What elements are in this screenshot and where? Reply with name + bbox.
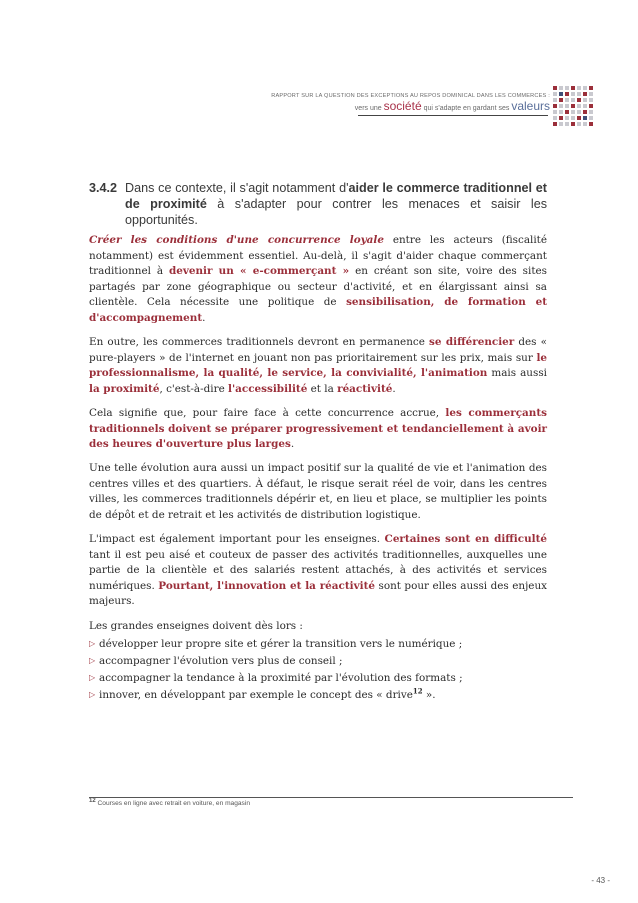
logo-dot-grid xyxy=(552,85,594,127)
logo-dot xyxy=(553,104,557,108)
bullet-text: ». xyxy=(422,688,436,701)
highlight: Créer les conditions d'une concurrence loyale xyxy=(89,234,384,246)
logo-dot xyxy=(583,86,587,90)
bullet-text: accompagner l'évolution vers plus de conseil ; xyxy=(99,654,343,667)
text: , c'est-à-dire xyxy=(159,382,229,395)
logo-dot xyxy=(583,104,587,108)
logo-dot xyxy=(565,92,569,96)
footnote-number: 12 xyxy=(89,797,96,804)
list-item xyxy=(89,687,547,704)
logo-dot xyxy=(589,92,593,96)
logo-dot xyxy=(565,98,569,102)
logo-dot xyxy=(559,104,563,108)
list-item xyxy=(89,670,547,687)
highlight: les commerçants traditionnels doivent se préparer progressivement et tendanciellement à avoir des heures d'ouverture plus larges xyxy=(89,406,547,451)
report-subtitle xyxy=(355,99,550,113)
logo-dot xyxy=(577,116,581,120)
page-header xyxy=(0,0,638,130)
bullet-icon: ▷ xyxy=(89,672,96,682)
section-heading xyxy=(89,180,547,228)
title-part: à s'adapter pour contrer les menaces et saisir les opportunités. xyxy=(125,197,547,227)
paragraph-4: Une telle évolution aura aussi un impact positif sur la qualité de vie et l'animation des centres villes et des quartiers. À défaut, le risque serait réel de voir, dans les centres villes, les commerces traditionnels dépérir et, en lieu et place, se multiplier les points de dépôt et de retrait et les activités de distribution logistique. xyxy=(89,462,547,521)
logo-dot xyxy=(589,86,593,90)
logo-dot xyxy=(559,110,563,114)
highlight: le professionnalisme, la qualité, le service, la convivialité, l'animation xyxy=(89,351,547,380)
text: mais aussi xyxy=(487,367,547,380)
footnote-rule xyxy=(89,797,573,798)
header-rule xyxy=(358,115,548,116)
logo-dot xyxy=(559,86,563,90)
subtitle-mid: qui s'adapte en gardant ses xyxy=(421,105,512,112)
logo-dot xyxy=(571,122,575,126)
logo-dot xyxy=(553,122,557,126)
text: . xyxy=(202,311,206,324)
list-item xyxy=(89,636,547,653)
text: entre les acteurs (fiscalité notamment) est évidemment essentiel. Au-delà, il s'agit d'aider chaque commerçant traditionnel à xyxy=(89,234,547,278)
paragraph-1 xyxy=(89,233,547,327)
logo-dot xyxy=(565,116,569,120)
text: en créant son site, voire des sites partagés par zone géographique ou secteur d'activité, et en élargissant ainsi sa clientèle. Cela nécessite une politique de xyxy=(89,265,547,309)
logo-dot xyxy=(571,86,575,90)
text: . xyxy=(290,438,295,451)
title-part: Dans ce contexte, il s'agit notamment d' xyxy=(125,181,349,195)
text: L'impact est également important pour les enseignes. xyxy=(89,533,385,546)
bullet-text: développer leur propre site et gérer la transition vers le numérique ; xyxy=(99,638,463,651)
paragraph-6-intro: Les grandes enseignes doivent dès lors : xyxy=(89,619,303,632)
logo-dot xyxy=(553,86,557,90)
highlight: l'accessibilité xyxy=(228,382,308,395)
logo-dot xyxy=(577,122,581,126)
text: sont pour elles aussi des enjeux majeurs. xyxy=(89,579,547,608)
logo-dot xyxy=(571,116,575,120)
logo-dot xyxy=(577,110,581,114)
paragraph-5 xyxy=(89,532,547,610)
highlight: Certaines sont en difficulté xyxy=(384,533,547,546)
logo-dot xyxy=(571,104,575,108)
logo-dot xyxy=(559,122,563,126)
logo-dot xyxy=(565,86,569,90)
logo-dot xyxy=(589,122,593,126)
section-title xyxy=(125,180,547,228)
logo-dot xyxy=(589,98,593,102)
highlight: Pourtant, l'innovation et la réactivité xyxy=(158,579,375,592)
logo-dot xyxy=(571,98,575,102)
bullet-text: innover, en développant par exemple le concept des « drive xyxy=(99,688,413,701)
highlight: la proximité xyxy=(89,382,160,395)
logo-dot xyxy=(553,110,557,114)
subtitle-societe: société xyxy=(383,99,422,113)
logo-dot xyxy=(583,116,587,120)
highlight: réactivité xyxy=(337,382,393,395)
bullet-icon: ▷ xyxy=(89,655,96,665)
text: En outre, les commerces traditionnels devront en permanence xyxy=(89,336,429,349)
logo-dot xyxy=(577,104,581,108)
logo-dot xyxy=(565,104,569,108)
text: tant il est peu aisé et couteux de passer des activités traditionnelles, auxquelles une partie de la clientèle et des salariés restent attachés, à des activités et services numériques. xyxy=(89,548,547,592)
text: et la xyxy=(307,382,338,395)
list-item xyxy=(89,653,547,670)
logo-dot xyxy=(577,98,581,102)
text: . xyxy=(392,382,396,395)
logo-dot xyxy=(559,92,563,96)
paragraph-2 xyxy=(89,335,547,397)
footnote-text: Courses en ligne avec retrait en voiture, en magasin xyxy=(95,800,250,807)
logo-dot xyxy=(577,92,581,96)
logo-dot xyxy=(565,110,569,114)
bullet-icon: ▷ xyxy=(89,689,96,699)
logo-dot xyxy=(559,116,563,120)
logo-dot xyxy=(589,104,593,108)
report-title: RAPPORT SUR LA QUESTION DES EXCEPTIONS AU REPOS DOMINICAL DANS LES COMMERCES : xyxy=(271,93,550,99)
subtitle-valeurs: valeurs xyxy=(511,99,550,113)
logo-dot xyxy=(571,110,575,114)
logo-dot xyxy=(553,116,557,120)
logo-dot xyxy=(589,116,593,120)
subtitle-pre: vers une xyxy=(354,105,384,112)
bullet-text: accompagner la tendance à la proximité par l'évolution des formats ; xyxy=(99,671,463,684)
footnote-ref[interactable]: 12 xyxy=(412,686,423,696)
logo-dot xyxy=(583,110,587,114)
logo-dot xyxy=(577,86,581,90)
logo-dot xyxy=(559,98,563,102)
text: Cela signifie que, pour faire face à cette concurrence accrue, xyxy=(89,406,446,419)
bullet-list xyxy=(89,636,547,703)
logo-dot xyxy=(553,98,557,102)
logo-dot xyxy=(589,110,593,114)
paragraph-3 xyxy=(89,406,547,453)
bullet-icon: ▷ xyxy=(89,639,96,649)
section-number: 3.4.2 xyxy=(89,181,118,195)
title-emphasis: aider le commerce traditionnel et de proximité xyxy=(125,181,547,211)
body-text xyxy=(89,233,547,703)
logo-dot xyxy=(583,98,587,102)
logo-dot xyxy=(565,122,569,126)
footnote xyxy=(89,797,250,807)
highlight: se différencier xyxy=(429,336,515,349)
logo-dot xyxy=(583,92,587,96)
logo-dot xyxy=(553,92,557,96)
highlight: devenir un « e-commerçant » xyxy=(168,265,350,278)
highlight: sensibilisation, de formation et d'accompagnement xyxy=(89,296,547,324)
page-number: - 43 - xyxy=(591,876,610,885)
text: des « pure-players » de l'internet en jouant non pas prioritairement sur les prix, mais sur xyxy=(89,336,547,364)
logo-dot xyxy=(583,122,587,126)
logo-dot xyxy=(571,92,575,96)
